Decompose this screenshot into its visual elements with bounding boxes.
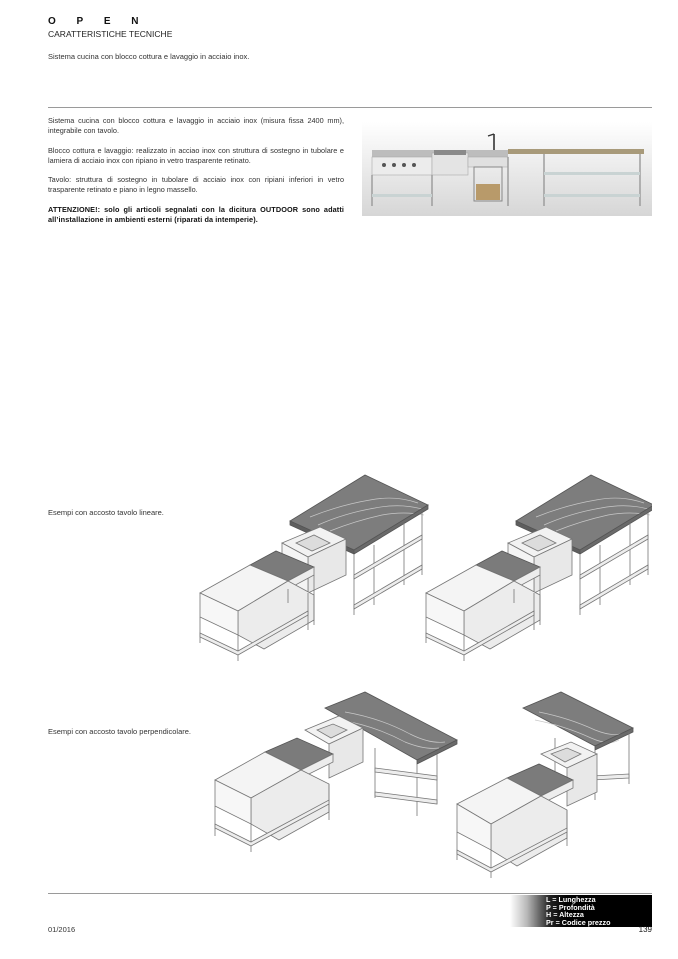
outdoor-warning: ATTENZIONE!: solo gli articoli segnalati con la dicitura OUTDOOR sono adatti all’installazione in ambienti esterni (riparati da intemperie). <box>48 204 344 225</box>
description-p2: Blocco cottura e lavaggio: realizzato in acciao inox con struttura di sostegno in tubolare e lamiera di acciaio inox con ripiano in vetro trasparente retinato. <box>48 145 344 165</box>
legend-price-code: Pr = Codice prezzo <box>546 917 611 927</box>
dimension-legend <box>510 895 652 927</box>
perpendicular-examples-drawing <box>205 688 652 888</box>
brand-title: O P E N <box>48 16 148 27</box>
linear-examples-caption: Esempi con accosto tavolo lineare. <box>48 508 164 517</box>
intro-text: Sistema cucina con blocco cottura e lavaggio in acciaio inox. <box>48 52 250 61</box>
legend-length: L = Lunghezza <box>546 895 596 904</box>
description-block <box>48 116 344 234</box>
top-divider <box>48 107 652 108</box>
product-photo <box>362 122 652 216</box>
description-p1: Sistema cucina con blocco cottura e lavaggio in acciaio inox (misura fissa 2400 mm), integrabile con tavolo. <box>48 116 344 136</box>
legend-height: H = Altezza <box>546 910 584 920</box>
description-p3: Tavolo: struttura di sostegno in tubolare di acciaio inox con ripiani inferiori in vetro trasparente retinato e piano in legno massello. <box>48 175 344 195</box>
linear-examples-drawing <box>190 465 652 665</box>
perpendicular-examples-caption: Esempi con accosto tavolo perpendicolare. <box>48 727 191 736</box>
legend-depth: P = Profondità <box>546 902 595 912</box>
section-subtitle: CARATTERISTICHE TECNICHE <box>48 29 173 39</box>
footer-date: 01/2016 <box>48 925 76 934</box>
page-number: 139 <box>638 925 652 934</box>
bottom-divider <box>48 893 652 894</box>
